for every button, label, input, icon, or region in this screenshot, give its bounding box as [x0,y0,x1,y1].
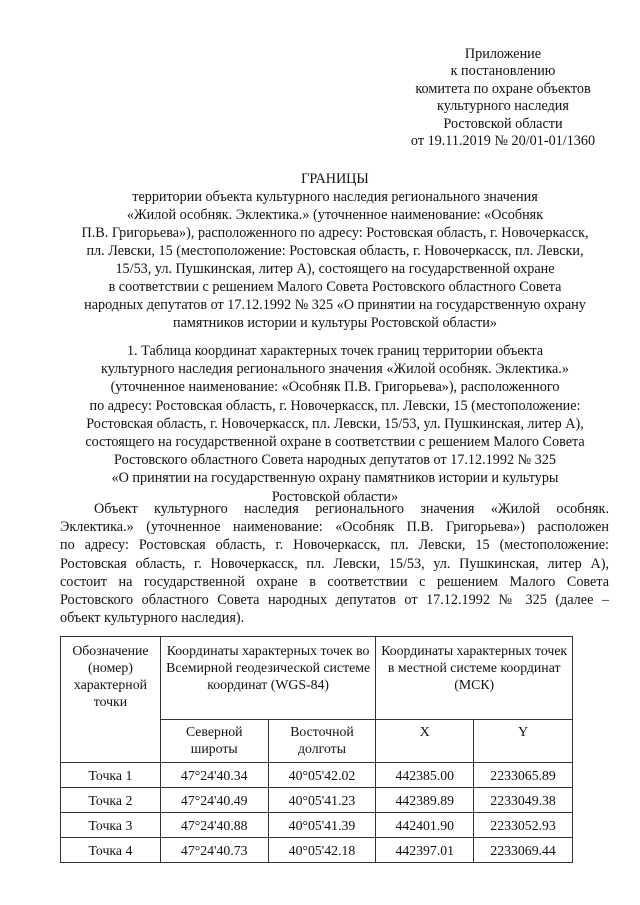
body-paragraph [60,500,609,627]
section-line: Ростовская область, г. Новочеркасск, пл. Левски, 15/53, ул. Пушкинская, литер А), [86,415,584,432]
title-line: территории объекта культурного наследия регионального значения [132,189,538,205]
table-row [61,813,573,838]
cell-lon: 40°05'41.23 [268,788,376,813]
header-x: X [376,720,474,763]
document-title [58,170,612,332]
cell-x: 442385.00 [376,763,474,788]
paragraph-line: Объект культурного наследия регионального значения «Жилой особняк. [94,501,609,517]
appendix-line: комитета по охране объектов [415,80,591,97]
table-row [61,788,573,813]
title-heading: ГРАНИЦЫ [301,171,369,187]
cell-y: 2233049.38 [474,788,573,813]
paragraph-line: Ростовского областного Совета народных депутатов от 17.12.1992 № 325 (далее – [60,592,609,609]
header-point: Обозначение (номер) характерной точки [61,637,161,763]
cell-y: 2233069.44 [474,838,573,863]
cell-x: 442389.89 [376,788,474,813]
appendix-line: Приложение [464,46,542,62]
section-line: культурного наследия регионального значения «Жилой особняк. Эклектика.» [101,361,569,378]
cell-y: 2233065.89 [474,763,573,788]
appendix-header [388,46,618,150]
header-north: Северной широты [160,720,268,763]
title-line: «Жилой особняк. Эклектика.» (уточненное наименование: «Особняк [126,207,544,223]
paragraph-line: Ростовская область, г. Новочеркасск, пл. Левски, 15/53, ул. Пушкинская, литер А), [60,555,609,572]
section-heading [58,342,612,506]
paragraph-line: Эклектика.» (уточненное наименование: «Особняк П.В. Григорьева») расположен [60,519,609,536]
paragraph-line: по адресу: Ростовская область, г. Новочеркасск, пл. Левски, 15 (местоположение: [60,537,609,554]
header-msk: Координаты характерных точек в местной системе координат (МСК) [376,637,573,720]
section-line: Ростовского областного Совета народных депутатов от 17.12.1992 № 325 [114,452,556,469]
cell-lon: 40°05'42.02 [268,763,376,788]
cell-lon: 40°05'42.18 [268,838,376,863]
cell-lat: 47°24'40.88 [160,813,268,838]
cell-lat: 47°24'40.34 [160,763,268,788]
section-line: Ростовской области» [271,488,399,505]
title-line: народных депутатов от 17.12.1992 № 325 «О принятии на государственную охрану [84,297,586,313]
cell-point: Точка 3 [61,813,161,838]
appendix-line: культурного наследия [437,98,569,115]
paragraph-line: объект культурного наследия). [60,610,245,627]
table-row [61,763,573,788]
cell-x: 442397.01 [376,838,474,863]
cell-point: Точка 2 [61,788,161,813]
paragraph-line: состоит на государственной охране в соответствии с решением Малого Совета [60,573,609,590]
section-line: состоящего на государственной охране в соответствии с решением Малого Совета [85,434,585,451]
title-line: памятников истории и культуры Ростовской области» [173,315,497,331]
title-line: в соответствии с решением Малого Совета Ростовского областного Совета [108,279,562,295]
cell-point: Точка 1 [61,763,161,788]
cell-lon: 40°05'41.39 [268,813,376,838]
cell-point: Точка 4 [61,838,161,863]
cell-lat: 47°24'40.73 [160,838,268,863]
appendix-line: от 19.11.2019 № 20/01-01/1360 [410,133,596,150]
header-east: Восточной долготы [268,720,376,763]
table-row [61,838,573,863]
coordinates-table [60,636,573,863]
title-line: П.В. Григорьева»), расположенного по адресу: Ростовская область, г. Новочеркасск, [81,225,589,241]
appendix-line: к постановлению [450,63,556,80]
appendix-line: Ростовской области [443,115,563,132]
section-line: 1. Таблица координат характерных точек границ территории объекта [126,343,544,359]
header-wgs: Координаты характерных точек во Всемирной геодезической системе координат (WGS-84) [160,637,376,720]
title-line: 15/53, ул. Пушкинская, литер А), состоящего на государственной охране [115,261,555,277]
cell-x: 442401.90 [376,813,474,838]
section-line: «О принятии на государственную охрану памятников истории и культуры [111,470,559,487]
cell-y: 2233052.93 [474,813,573,838]
section-line: по адресу: Ростовская область, г. Новочеркасск, пл. Левски, 15 (местоположение: [89,397,581,414]
header-y: Y [474,720,573,763]
title-line: пл. Левски, 15 (местоположение: Ростовская область, г. Новочеркасск, пл. Левски, [86,243,584,259]
section-line: (уточненное наименование: «Особняк П.В. Григорьева»), расположенного [110,379,560,396]
cell-lat: 47°24'40.49 [160,788,268,813]
